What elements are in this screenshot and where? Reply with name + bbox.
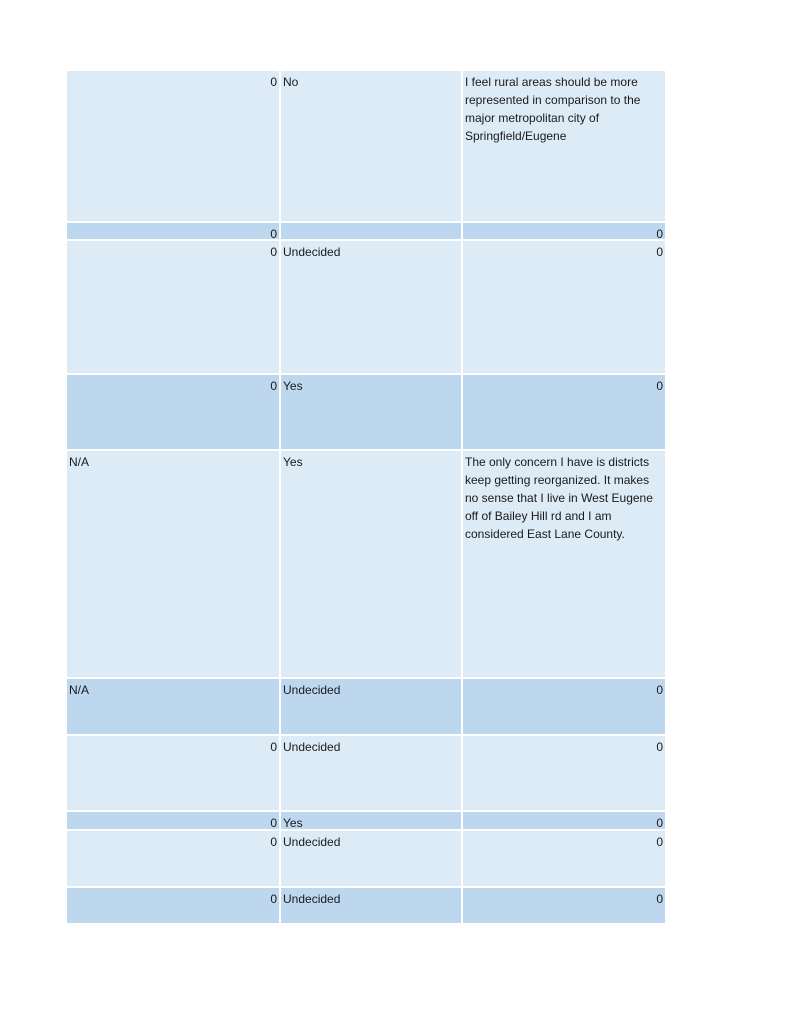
table-cell[interactable]: Yes xyxy=(281,451,463,679)
table-cell[interactable]: Yes xyxy=(281,375,463,451)
table-cell[interactable]: 0 xyxy=(67,223,281,241)
table-cell[interactable]: N/A xyxy=(67,451,281,679)
table-cell[interactable] xyxy=(281,223,463,241)
table-cell[interactable]: 0 xyxy=(463,831,665,888)
table-cell[interactable]: Yes xyxy=(281,812,463,831)
table-cell[interactable]: 0 xyxy=(67,736,281,812)
table-cell[interactable]: Undecided xyxy=(281,679,463,736)
table-cell[interactable]: 0 xyxy=(463,375,665,451)
table-cell[interactable]: Undecided xyxy=(281,241,463,375)
table-cell[interactable]: 0 xyxy=(463,223,665,241)
table-cell[interactable]: 0 xyxy=(463,736,665,812)
table-cell[interactable]: I feel rural areas should be more represented in comparison to the major metropolitan city of Springfield/Eugene xyxy=(463,71,665,223)
spreadsheet-table xyxy=(67,71,665,925)
table-cell[interactable]: 0 xyxy=(67,888,281,925)
table-cell[interactable]: No xyxy=(281,71,463,223)
table-cell[interactable]: N/A xyxy=(67,679,281,736)
table-cell[interactable]: 0 xyxy=(463,679,665,736)
table-cell[interactable]: Undecided xyxy=(281,736,463,812)
table-cell[interactable]: The only concern I have is districts keep getting reorganized. It makes no sense that I live in West Eugene off of Bailey Hill rd and I am considered East Lane County. xyxy=(463,451,665,679)
table-cell[interactable]: 0 xyxy=(67,831,281,888)
table-cell[interactable]: 0 xyxy=(463,241,665,375)
table-cell[interactable]: 0 xyxy=(67,375,281,451)
table-cell[interactable]: 0 xyxy=(67,812,281,831)
table-cell[interactable]: 0 xyxy=(67,241,281,375)
table-cell[interactable]: 0 xyxy=(67,71,281,223)
table-cell[interactable]: Undecided xyxy=(281,831,463,888)
table-cell[interactable]: 0 xyxy=(463,888,665,925)
table-cell[interactable]: 0 xyxy=(463,812,665,831)
table-cell[interactable]: Undecided xyxy=(281,888,463,925)
